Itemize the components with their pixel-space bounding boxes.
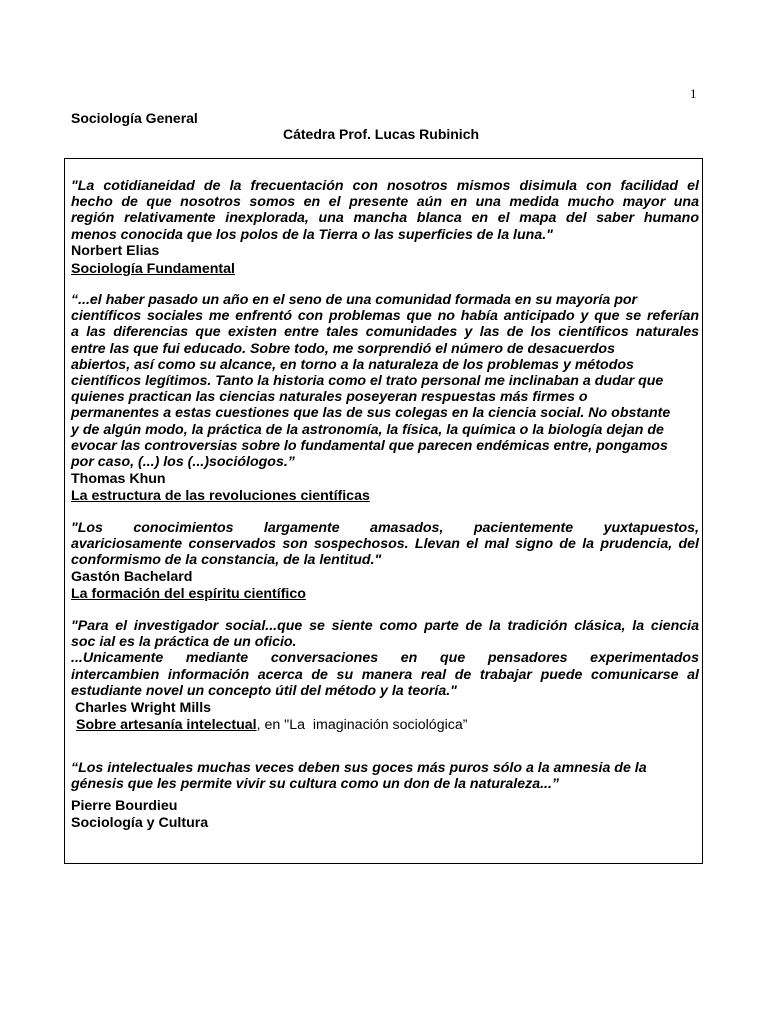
quote-line: ...Unicamente mediante conversaciones en que pensadores experimentados [71,650,699,667]
course-title: Sociología General [71,110,198,126]
quote-line: permanentes a estas cuestiones que las de sus colegas en la ciencia social. No obstante [71,405,671,422]
quote-line: "La cotidianeidad de la frecuentación con nosotros mismos disimula con facilidad el [71,178,699,194]
quote-line: quienes practican las ciencias naturales poseyeran respuestas más firmes o [71,389,588,406]
quote-bachelard [71,520,699,569]
quote-line: entre las que fui educado. Sobre todo, me sorprendió el número de desacuerdos [71,340,615,357]
quote-line: "Para el investigador social...que se siente como parte de la tradición clásica, la ciencia [71,618,699,634]
work-mills-line [76,717,467,733]
quote-line: avariciosamente conservados son sospechosos. Llevan el mal signo de la prudencia, del [71,536,699,553]
quote-line: "Los conocimientos largamente amasados, pacientemente yuxtapuestos, [71,520,699,536]
quote-line: “Los intelectuales muchas veces deben sus goces más puros sólo a la amnesia de la [71,760,647,776]
quote-elias [71,178,699,243]
author-bachelard: Gastón Bachelard [71,569,193,585]
author-elias: Norbert Elias [71,243,160,259]
work-mills: Sobre artesanía intelectual [76,717,257,733]
work-bachelard: La formación del espíritu científico [71,586,306,602]
quote-line: científicos legítimos. Tanto la historia como el trato personal me inclinaban a dudar que [71,373,664,390]
quote-line: abiertos, así como su alcance, en torno a la naturaleza de los problemas y métodos [71,356,634,373]
quote-line: génesis que les permite vivir su cultura como un don de la naturaleza...” [71,776,560,793]
quote-line: soc ial es la práctica de un oficio. [71,634,297,651]
chair-title: Cátedra Prof. Lucas Rubinich [283,126,480,142]
quote-bourdieu [71,760,699,792]
author-mills: Charles Wright Mills [71,700,212,716]
quote-line: conformismo de la constancia, de la lentitud." [71,552,382,569]
quote-line: científicos sociales me enfrentó con problemas que no había anticipado y que se referían [71,308,699,325]
quote-line: región relativamente inexplorada, una mancha blanca en el mapa del saber humano [71,210,699,227]
work-khun: La estructura de las revoluciones científicas [71,488,370,504]
quote-line: por caso, (...) los (...)sociólogos.” [71,454,295,471]
quote-line: hecho de que nosotros somos en el presente aún en una medida mucho mayor una [71,194,699,211]
work-elias: Sociología Fundamental [71,261,235,277]
quote-khun [71,292,699,470]
quote-line: “...el haber pasado un año en el seno de una comunidad formada en su mayoría por [71,292,638,308]
quote-line: intercambien información acerca de su manera real de trabajar puede comunicarse al [71,666,699,683]
quote-line: evocar las controversias sobre lo fundamental que parecen endémicas entre, pongamos [71,437,668,454]
quote-line: y de algún modo, la práctica de la astronomía, la física, la química o la biología dejan de [71,421,664,438]
quote-mills [71,618,699,699]
quote-line: menos conocida que los polos de la Tierra o las superficies de la luna." [71,226,553,243]
quote-line: a las diferencias que existen entre tales comunidades y las de los científicos naturales [71,324,699,341]
page-number: 1 [690,86,697,101]
author-bourdieu: Pierre Bourdieu [71,798,178,814]
quote-line: estudiante novel un concepto útil del método y la teoría." [71,682,457,699]
author-khun: Thomas Khun [71,471,166,487]
work-bourdieu: Sociología y Cultura [71,815,209,831]
work-mills-suffix: , en "La imaginación sociológica” [256,717,468,733]
